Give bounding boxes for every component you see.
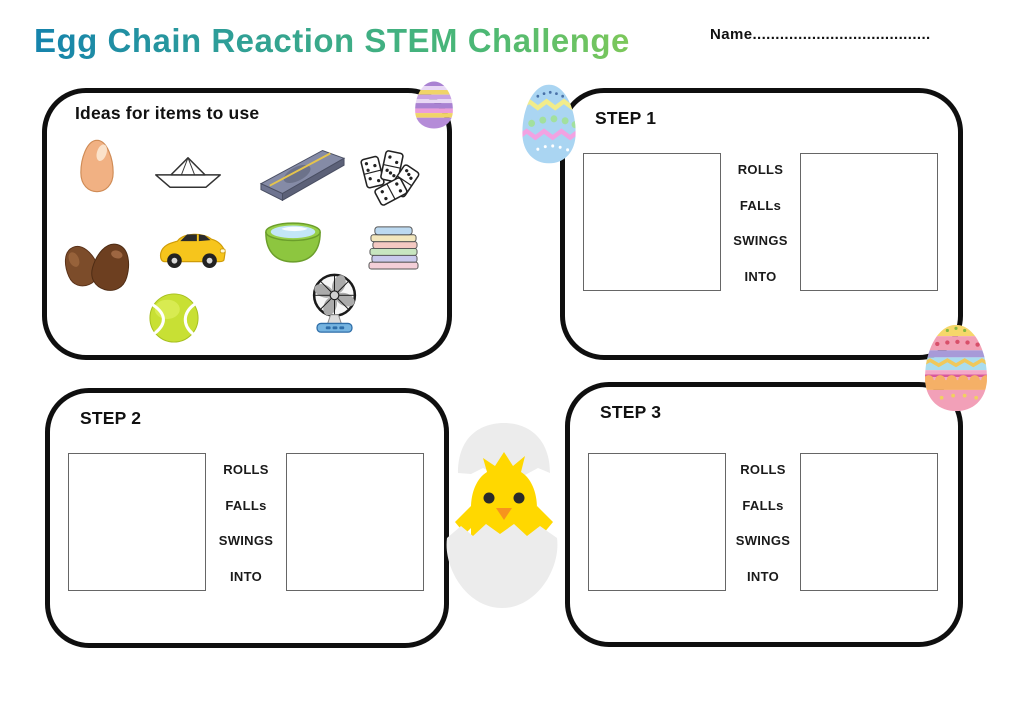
toy-car-image (153, 222, 231, 272)
paper-boat-image (148, 155, 228, 191)
step1-left-answer-box[interactable] (583, 153, 721, 291)
bowl-of-water-image (262, 218, 324, 265)
step2-title: STEP 2 (80, 408, 142, 428)
step3-right-answer-box[interactable] (800, 453, 938, 591)
dominoes-image (358, 147, 420, 207)
step2-left-answer-box[interactable] (68, 453, 206, 591)
easter-egg-blue-icon (518, 82, 580, 166)
connector-word-swings: SWINGS (218, 533, 274, 549)
step2-panel (45, 388, 449, 648)
step2-right-answer-box[interactable] (286, 453, 424, 591)
ideas-panel-title: Ideas for items to use (75, 103, 260, 123)
connector-word-into: INTO (744, 268, 777, 284)
connector-word-rolls: ROLLS (223, 462, 269, 477)
connector-word-swings: SWINGS (733, 233, 788, 249)
step3-connector-words (726, 453, 800, 591)
step2-connector-words (206, 453, 286, 591)
connector-word-rolls: ROLLS (740, 462, 786, 477)
books-image (367, 220, 420, 271)
connector-word-rolls: ROLLS (737, 162, 784, 177)
page-title: Egg Chain Reaction STEM Challenge (34, 22, 630, 59)
step3-title: STEP 3 (600, 402, 662, 422)
name-field[interactable]: Name....................................... (710, 26, 931, 43)
step1-panel (560, 88, 963, 360)
ramp-image (258, 143, 346, 201)
step1-title: STEP 1 (595, 108, 657, 128)
connector-word-into: INTO (746, 568, 780, 584)
step3-left-answer-box[interactable] (588, 453, 726, 591)
ideas-panel (42, 88, 452, 360)
egg-image (78, 137, 116, 195)
step1-right-answer-box[interactable] (800, 153, 938, 291)
step2-row (68, 453, 424, 591)
connector-word-falls: FALLs (739, 197, 782, 213)
easter-egg-rainbow-icon (920, 322, 992, 414)
tennis-ball-image (148, 292, 200, 344)
fan-image (312, 272, 357, 338)
connector-word-falls: FALLs (225, 497, 267, 513)
step1-row (583, 153, 938, 291)
easter-egg-purple-icon (412, 80, 456, 130)
chocolate-eggs-image (57, 238, 139, 292)
step3-panel (565, 382, 963, 647)
hatching-chick-icon (443, 420, 563, 612)
connector-word-falls: FALLs (742, 497, 784, 513)
step1-connector-words (721, 153, 800, 291)
connector-word-into: INTO (229, 568, 263, 584)
connector-word-swings: SWINGS (735, 533, 791, 549)
step3-row (588, 453, 938, 591)
